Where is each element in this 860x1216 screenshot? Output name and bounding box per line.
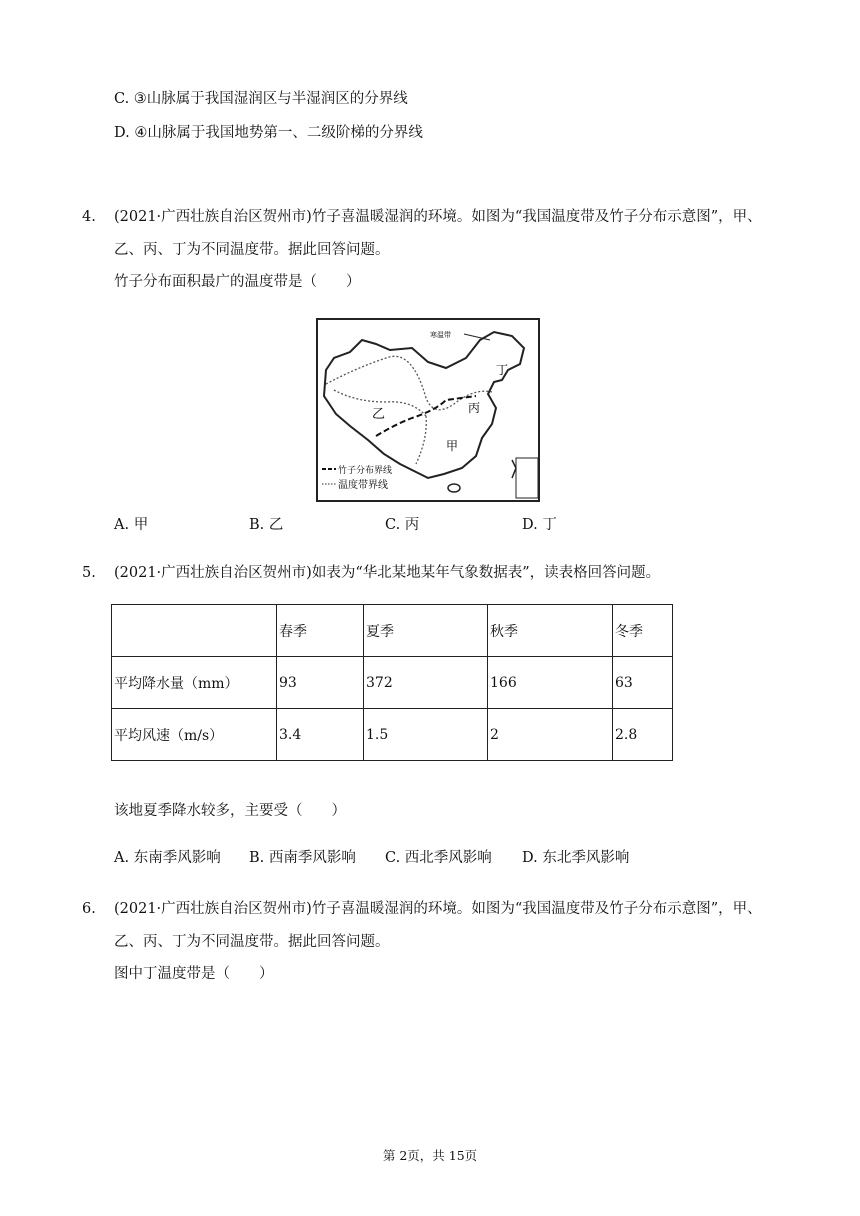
table-header-cell: 春季 [277, 605, 364, 657]
table-cell: 3.4 [277, 709, 364, 761]
q6-stem-line2: 乙、丙、丁为不同温度带。据此回答问题。 [114, 934, 390, 950]
table-cell: 2.8 [613, 709, 673, 761]
q5-option-d: D. 东北季风影响 [522, 850, 630, 866]
q5-question: 该地夏季降水较多，主要受（ ） [114, 803, 346, 819]
q6-number: 6. [82, 901, 96, 917]
page-footer: 第 2页，共 15页 [382, 1148, 478, 1163]
q6-stem-line1: (2021·广西壮族自治区贺州市)竹子喜温暖湿润的环境。如图为“我国温度带及竹子分布示意图”，甲、 [114, 901, 762, 917]
table-header-cell: 夏季 [364, 605, 488, 657]
q4-option-c: C. 丙 [385, 517, 420, 533]
table-cell: 2 [488, 709, 613, 761]
q5-option-a: A. 东南季风影响 [114, 850, 221, 866]
q4-stem-line1: (2021·广西壮族自治区贺州市)竹子喜温暖湿润的环境。如图为“我国温度带及竹子分布示意图”，甲、 [114, 209, 762, 225]
table-cell: 93 [277, 657, 364, 709]
map-label-jia: 甲 [446, 439, 459, 453]
q4-option-d: D. 丁 [522, 517, 557, 533]
china-temperature-bamboo-map [316, 318, 540, 502]
q5-option-c: C. 西北季风影响 [385, 850, 492, 866]
q4-question: 竹子分布面积最广的温度带是（ ） [114, 274, 361, 290]
q4-option-a: A. 甲 [114, 517, 149, 533]
table-cell: 1.5 [364, 709, 488, 761]
legend-temperature-boundary: 温度带界线 [338, 480, 388, 491]
q5-stem: (2021·广西壮族自治区贺州市)如表为“华北某地某年气象数据表”，读表格回答问题。 [114, 565, 661, 581]
q3-option-c: C. ③山脉属于我国湿润区与半湿润区的分界线 [114, 91, 408, 107]
table-cell: 63 [613, 657, 673, 709]
map-label-yi: 乙 [372, 407, 386, 422]
q5-number: 5. [82, 565, 96, 581]
table-row [112, 709, 673, 761]
table-header-cell: 秋季 [488, 605, 613, 657]
q6-question: 图中丁温度带是（ ） [114, 966, 274, 982]
q4-option-b: B. 乙 [249, 517, 284, 533]
table-cell: 166 [488, 657, 613, 709]
map-label-hanwendai: 寒温带 [430, 331, 451, 339]
q4-stem-line2: 乙、丙、丁为不同温度带。据此回答问题。 [114, 242, 390, 258]
table-row [112, 657, 673, 709]
q5-option-b: B. 西南季风影响 [249, 850, 356, 866]
map-label-ding: 丁 [496, 363, 509, 377]
table-header-cell: 冬季 [613, 605, 673, 657]
table-cell: 平均风速（m/s） [112, 709, 277, 761]
weather-data-table [111, 604, 673, 761]
map-label-bing: 丙 [468, 401, 481, 415]
table-cell: 372 [364, 657, 488, 709]
q3-option-d: D. ④山脉属于我国地势第一、二级阶梯的分界线 [114, 125, 423, 141]
table-header-row [112, 605, 673, 657]
q4-number: 4. [82, 209, 96, 225]
table-cell: 平均降水量（mm） [112, 657, 277, 709]
table-header-cell [112, 605, 277, 657]
legend-bamboo-boundary: 竹子分布界线 [338, 466, 393, 476]
